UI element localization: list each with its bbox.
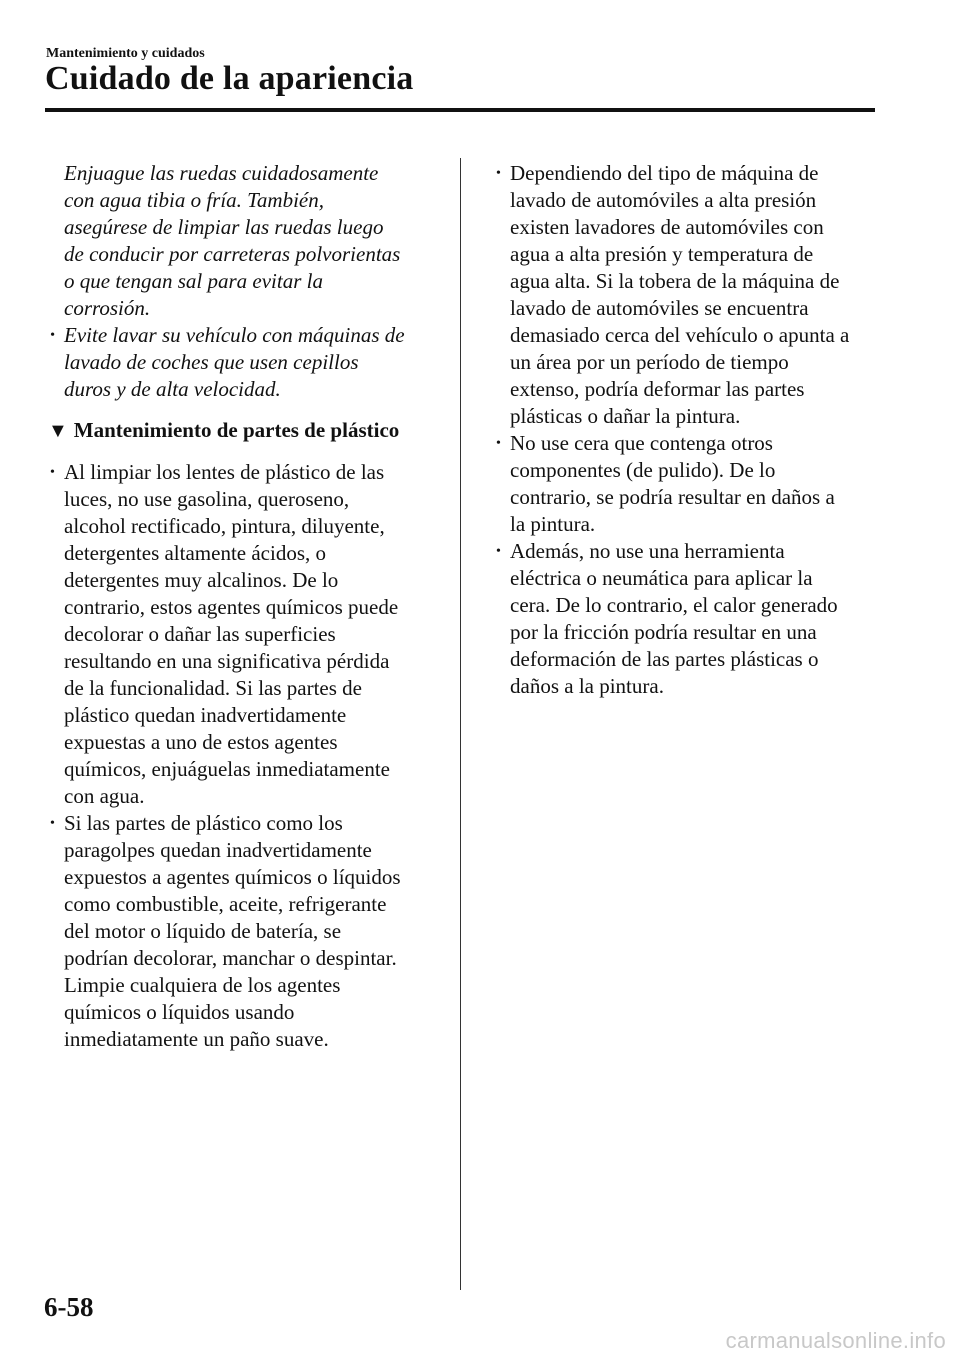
page-title: Cuidado de la apariencia: [45, 60, 414, 97]
text-line: Si las partes de plástico como los: [64, 811, 343, 835]
text-line: como combustible, aceite, refrigerante: [64, 892, 387, 916]
text-line: Enjuague las ruedas cuidadosamente: [64, 161, 379, 185]
list-item: [48, 810, 448, 1053]
text-line: con agua tibia o fría. También,: [64, 188, 324, 212]
text-line: podrían decolorar, manchar o despintar.: [64, 946, 397, 970]
text-line: plásticas o dañar la pintura.: [510, 404, 741, 428]
text-line: o que tengan sal para evitar la: [64, 269, 323, 293]
list-item: [494, 430, 884, 538]
text-line: demasiado cerca del vehículo o apunta a: [510, 323, 850, 347]
text-line: lavado de automóviles a alta presión: [510, 188, 817, 212]
text-line: deformación de las partes plásticas o: [510, 647, 819, 671]
text-line: No use cera que contenga otros: [510, 431, 773, 455]
text-line: agua alta. Si la tobera de la máquina de: [510, 269, 840, 293]
text-line: extenso, podría deformar las partes: [510, 377, 805, 401]
text-line: paragolpes quedan inadvertidamente: [64, 838, 372, 862]
bullet-dot-icon: •: [496, 436, 501, 451]
text-line: agua a alta presión y temperatura de: [510, 242, 814, 266]
text-line: Al limpiar los lentes de plástico de las: [64, 460, 385, 484]
bullet-list: [48, 459, 448, 1053]
intro-paragraph: [48, 160, 448, 322]
list-item: [48, 459, 448, 810]
text-line: Además, no use una herramienta: [510, 539, 785, 563]
bullet-dot-icon: •: [50, 816, 55, 831]
text-line: resultando en una significativa pérdida: [64, 649, 390, 673]
text-line: expuestos a agentes químicos o líquidos: [64, 865, 401, 889]
text-line: lavado de coches que usen cepillos: [64, 350, 359, 374]
title-divider: [45, 108, 875, 112]
section-label: Mantenimiento y cuidados: [46, 46, 205, 61]
text-line: químicos, enjuáguelas inmediatamente: [64, 757, 390, 781]
text-line: daños a la pintura.: [510, 674, 664, 698]
text-line: luces, no use gasolina, queroseno,: [64, 487, 350, 511]
text-line: con agua.: [64, 784, 145, 808]
text-line: componentes (de pulido). De lo: [510, 458, 776, 482]
text-line: cera. De lo contrario, el calor generado: [510, 593, 838, 617]
text-line: eléctrica o neumática para aplicar la: [510, 566, 813, 590]
bullet-dot-icon: •: [496, 166, 501, 181]
text-line: por la fricción podría resultar en una: [510, 620, 817, 644]
right-column: [494, 160, 884, 700]
list-item: [494, 538, 884, 700]
text-line: detergentes muy alcalinos. De lo: [64, 568, 339, 592]
text-line: existen lavadores de automóviles con: [510, 215, 824, 239]
text-line: expuestas a uno de estos agentes: [64, 730, 338, 754]
left-column: [48, 160, 448, 1053]
text-line: Dependiendo del tipo de máquina de: [510, 161, 819, 185]
text-line: la pintura.: [510, 512, 596, 536]
text-line: químicos o líquidos usando: [64, 1000, 295, 1024]
italic-bullet-list: [48, 322, 448, 403]
text-line: contrario, estos agentes químicos puede: [64, 595, 399, 619]
text-line: contrario, se podría resultar en daños a: [510, 485, 835, 509]
down-triangle-icon: ▼: [48, 420, 68, 442]
bullet-list: [494, 160, 884, 700]
column-divider: [460, 158, 461, 1290]
text-line: asegúrese de limpiar las ruedas luego: [64, 215, 384, 239]
text-line: duros y de alta velocidad.: [64, 377, 281, 401]
text-line: decolorar o dañar las superficies: [64, 622, 336, 646]
text-line: de conducir por carreteras polvorientas: [64, 242, 401, 266]
text-line: Evite lavar su vehículo con máquinas de: [64, 323, 405, 347]
text-line: del motor o líquido de batería, se: [64, 919, 342, 943]
text-line: Limpie cualquiera de los agentes: [64, 973, 341, 997]
text-line: detergentes altamente ácidos, o: [64, 541, 327, 565]
text-line: plástico quedan inadvertidamente: [64, 703, 347, 727]
page-number: 6-58: [44, 1292, 94, 1322]
subsection-heading-text: Mantenimiento de partes de plástico: [73, 418, 400, 442]
bullet-dot-icon: •: [50, 465, 55, 480]
text-line: lavado de automóviles se encuentra: [510, 296, 809, 320]
text-line: corrosión.: [64, 296, 151, 320]
text-line: un área por un período de tiempo: [510, 350, 789, 374]
watermark: carmanualsonline.info: [725, 1328, 946, 1353]
list-item: [48, 322, 448, 403]
bullet-dot-icon: •: [50, 328, 55, 343]
bullet-dot-icon: •: [496, 544, 501, 559]
subsection-heading: [48, 417, 448, 445]
text-line: alcohol rectificado, pintura, diluyente,: [64, 514, 385, 538]
text-line: inmediatamente un paño suave.: [64, 1027, 329, 1051]
text-line: de la funcionalidad. Si las partes de: [64, 676, 362, 700]
list-item: [494, 160, 884, 430]
